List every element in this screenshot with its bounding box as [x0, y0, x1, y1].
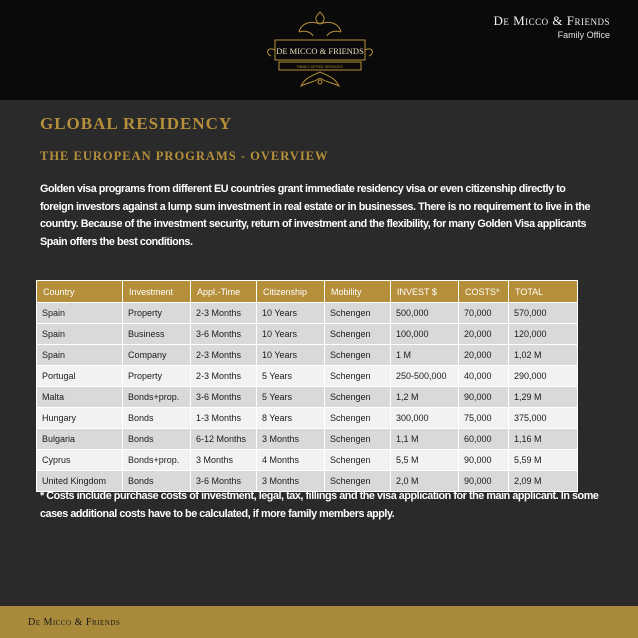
table-cell: United Kingdom [37, 471, 123, 492]
table-cell: 5,59 M [509, 450, 578, 471]
column-header: TOTAL [509, 281, 578, 303]
brand-block [493, 13, 610, 41]
table-cell: 375,000 [509, 408, 578, 429]
table-cell: 1,29 M [509, 387, 578, 408]
table-row [37, 366, 578, 387]
table-cell: Schengen [325, 387, 391, 408]
table-cell: Schengen [325, 471, 391, 492]
table-cell: 1,1 M [391, 429, 459, 450]
table-cell: Schengen [325, 324, 391, 345]
column-header: INVEST $ [391, 281, 459, 303]
logo-text: DE MICCO & FRIENDS [276, 46, 364, 56]
table-cell: 20,000 [459, 345, 509, 366]
brand-subtitle: Family Office [557, 30, 610, 40]
table-cell: Spain [37, 345, 123, 366]
table-cell: 10 Years [257, 345, 325, 366]
column-header: Country [37, 281, 123, 303]
table-cell: Schengen [325, 450, 391, 471]
table-cell: 3 Months [257, 471, 325, 492]
table-cell: Bonds [123, 408, 191, 429]
table-cell: Schengen [325, 303, 391, 324]
column-header: Appl.-Time [191, 281, 257, 303]
table-cell: Schengen [325, 408, 391, 429]
table-cell: 1,02 M [509, 345, 578, 366]
brand-name: De Micco & Friends [493, 13, 610, 28]
footer-brand: De Micco & Friends [28, 617, 121, 628]
table-cell: Schengen [325, 366, 391, 387]
table-cell: 1,2 M [391, 387, 459, 408]
column-header: COSTS* [459, 281, 509, 303]
table-cell: 6-12 Months [191, 429, 257, 450]
table-cell: Hungary [37, 408, 123, 429]
table-cell: 3 Months [257, 429, 325, 450]
table-cell: 10 Years [257, 303, 325, 324]
table-row [37, 324, 578, 345]
table-cell: 75,000 [459, 408, 509, 429]
table-cell: Business [123, 324, 191, 345]
table-cell: 100,000 [391, 324, 459, 345]
header-bar [0, 0, 638, 100]
table-cell: Bulgaria [37, 429, 123, 450]
table-row [37, 429, 578, 450]
table-cell: Malta [37, 387, 123, 408]
table-cell: 90,000 [459, 450, 509, 471]
table-cell: Cyprus [37, 450, 123, 471]
table-cell: 2-3 Months [191, 345, 257, 366]
table-cell: 40,000 [459, 366, 509, 387]
table-cell: 290,000 [509, 366, 578, 387]
table-cell: Schengen [325, 345, 391, 366]
intro-paragraph: Golden visa programs from different EU countries grant immediate residency visa or even citizenship directly to foreign investors against a lump sum investment in real estate or in businesses. There is no requirement to live in the country. Because of the investment security, return of investment and the flexibility, for many Golden Visa applicants Spain offers the best conditions. [40, 183, 591, 248]
column-header: Citizenship [257, 281, 325, 303]
table-cell: 2,09 M [509, 471, 578, 492]
table-cell: Property [123, 303, 191, 324]
table-cell: 1-3 Months [191, 408, 257, 429]
table-cell: 5 Years [257, 366, 325, 387]
table-cell: 3 Months [191, 450, 257, 471]
table-cell: 250-500,000 [391, 366, 459, 387]
table-cell: 20,000 [459, 324, 509, 345]
page-subtitle: THE EUROPEAN PROGRAMS - OVERVIEW [40, 149, 329, 163]
table-cell: 300,000 [391, 408, 459, 429]
table-cell: 90,000 [459, 387, 509, 408]
programs-table [36, 280, 578, 492]
page-title: GLOBAL RESIDENCY [40, 114, 233, 133]
table-row [37, 450, 578, 471]
table-cell: 4 Months [257, 450, 325, 471]
table-cell: Portugal [37, 366, 123, 387]
column-header: Investment [123, 281, 191, 303]
table-row [37, 303, 578, 324]
table-row [37, 408, 578, 429]
table-cell: Bonds [123, 471, 191, 492]
table-cell: 8 Years [257, 408, 325, 429]
table-cell: 1 M [391, 345, 459, 366]
table-cell: Property [123, 366, 191, 387]
table-cell: 3-6 Months [191, 471, 257, 492]
column-header: Mobility [325, 281, 391, 303]
table-cell: Company [123, 345, 191, 366]
logo-tagline: FAMILY OFFICE SERVICES [297, 65, 343, 69]
table-cell: 10 Years [257, 324, 325, 345]
table-cell: 2-3 Months [191, 303, 257, 324]
table-cell: 500,000 [391, 303, 459, 324]
table-row [37, 387, 578, 408]
table-cell: Spain [37, 303, 123, 324]
table-header-row [37, 281, 578, 303]
table-row [37, 345, 578, 366]
table-cell: Spain [37, 324, 123, 345]
table-cell: 5,5 M [391, 450, 459, 471]
table-cell: Bonds+prop. [123, 387, 191, 408]
footer-bar [0, 606, 638, 638]
table-cell: 120,000 [509, 324, 578, 345]
table-cell: 90,000 [459, 471, 509, 492]
table-cell: 5 Years [257, 387, 325, 408]
table-cell: 70,000 [459, 303, 509, 324]
table-cell: 3-6 Months [191, 324, 257, 345]
ornament-logo-icon [261, 6, 379, 92]
table-cell: 1,16 M [509, 429, 578, 450]
costs-footnote: * Costs include purchase costs of investment, legal, tax, fillings and the visa application for the main applicant. In some cases additional costs have to be calculated, if more family members apply. [40, 490, 599, 520]
table-cell: 2,0 M [391, 471, 459, 492]
table-cell: Bonds [123, 429, 191, 450]
table-cell: 60,000 [459, 429, 509, 450]
table-cell: 2-3 Months [191, 366, 257, 387]
table-cell: 3-6 Months [191, 387, 257, 408]
table-cell: Bonds+prop. [123, 450, 191, 471]
table-cell: Schengen [325, 429, 391, 450]
table-cell: 570,000 [509, 303, 578, 324]
brand-logo [261, 6, 379, 92]
